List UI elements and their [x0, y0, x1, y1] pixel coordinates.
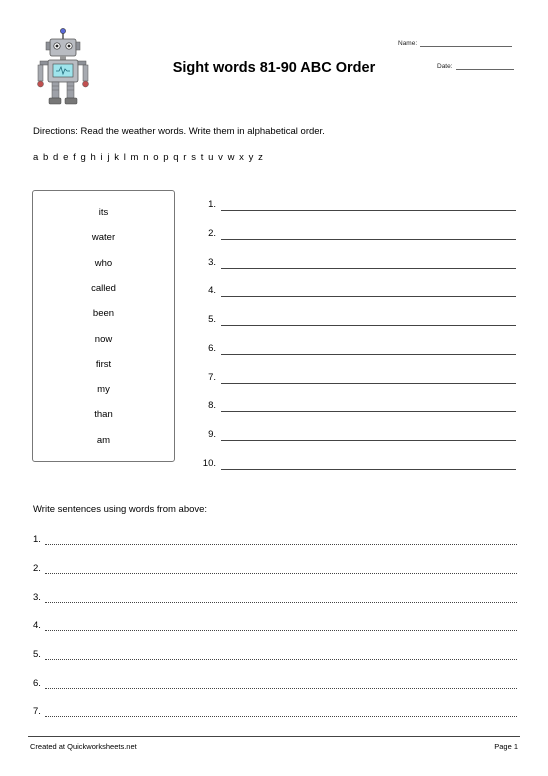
sentence-number: 5. — [33, 649, 41, 660]
answer-number: 1. — [208, 199, 216, 210]
word-box — [32, 190, 175, 462]
answer-number: 5. — [208, 314, 216, 325]
sentence-rule — [45, 688, 517, 689]
answer-number: 6. — [208, 343, 216, 354]
sentence-line[interactable] — [33, 706, 517, 718]
date-line — [456, 69, 514, 70]
sentence-rule — [45, 630, 517, 631]
answer-line[interactable] — [221, 325, 516, 326]
date-field — [437, 63, 514, 70]
sentence-rule — [45, 544, 517, 545]
alphabet-line: a b d e f g h i j k l m n o p q r s t u v w x y z — [33, 152, 264, 163]
answer-line[interactable] — [221, 440, 516, 441]
sentence-number: 2. — [33, 563, 41, 574]
answer-line[interactable] — [221, 210, 516, 211]
sentence-number: 6. — [33, 678, 41, 689]
answer-line[interactable] — [221, 354, 516, 355]
word-item: than — [94, 409, 113, 420]
sentence-line[interactable] — [33, 534, 517, 546]
sentence-rule — [45, 659, 517, 660]
sentence-number: 1. — [33, 534, 41, 545]
footer-credit: Created at Quickworksheets.net — [30, 742, 137, 751]
sentence-line[interactable] — [33, 620, 517, 632]
sentence-number: 4. — [33, 620, 41, 631]
name-label: Name: — [398, 40, 418, 47]
answer-number: 2. — [208, 228, 216, 239]
sentence-number: 7. — [33, 706, 41, 717]
word-item: first — [95, 359, 112, 370]
word-item: now — [94, 334, 113, 345]
sentence-rule — [45, 716, 517, 717]
sentence-line[interactable] — [33, 563, 517, 575]
answer-line[interactable] — [221, 411, 516, 412]
sentences-heading: Write sentences using words from above: — [33, 504, 208, 515]
date-label: Date: — [437, 63, 453, 70]
sentence-rule — [45, 602, 517, 603]
sentence-number: 3. — [33, 592, 41, 603]
answer-number: 10. — [202, 458, 216, 469]
footer-divider — [28, 736, 520, 737]
name-field — [398, 40, 512, 47]
answer-number: 3. — [208, 257, 216, 268]
word-item: who — [94, 258, 113, 269]
answer-number: 7. — [208, 372, 216, 383]
page-title: Sight words 81-90 ABC Order — [172, 60, 376, 76]
answer-line[interactable] — [221, 469, 516, 470]
sentence-line[interactable] — [33, 678, 517, 690]
answer-number: 9. — [208, 429, 216, 440]
word-item: water — [91, 232, 116, 243]
answer-number: 4. — [208, 285, 216, 296]
sentence-line[interactable] — [33, 592, 517, 604]
word-item: called — [91, 283, 116, 294]
answer-line[interactable] — [221, 383, 516, 384]
sentence-rule — [45, 573, 517, 574]
answer-line[interactable] — [221, 268, 516, 269]
word-item: been — [92, 308, 115, 319]
directions-text: Directions: Read the weather words. Write them in alphabetical order. — [33, 126, 325, 137]
word-item: its — [98, 207, 109, 218]
word-item: my — [97, 384, 110, 395]
answer-line[interactable] — [221, 239, 516, 240]
answer-number: 8. — [208, 400, 216, 411]
name-line — [420, 46, 512, 47]
page-number: Page 1 — [494, 742, 518, 751]
answer-line[interactable] — [221, 296, 516, 297]
sentence-line[interactable] — [33, 649, 517, 661]
word-item: am — [96, 435, 111, 446]
